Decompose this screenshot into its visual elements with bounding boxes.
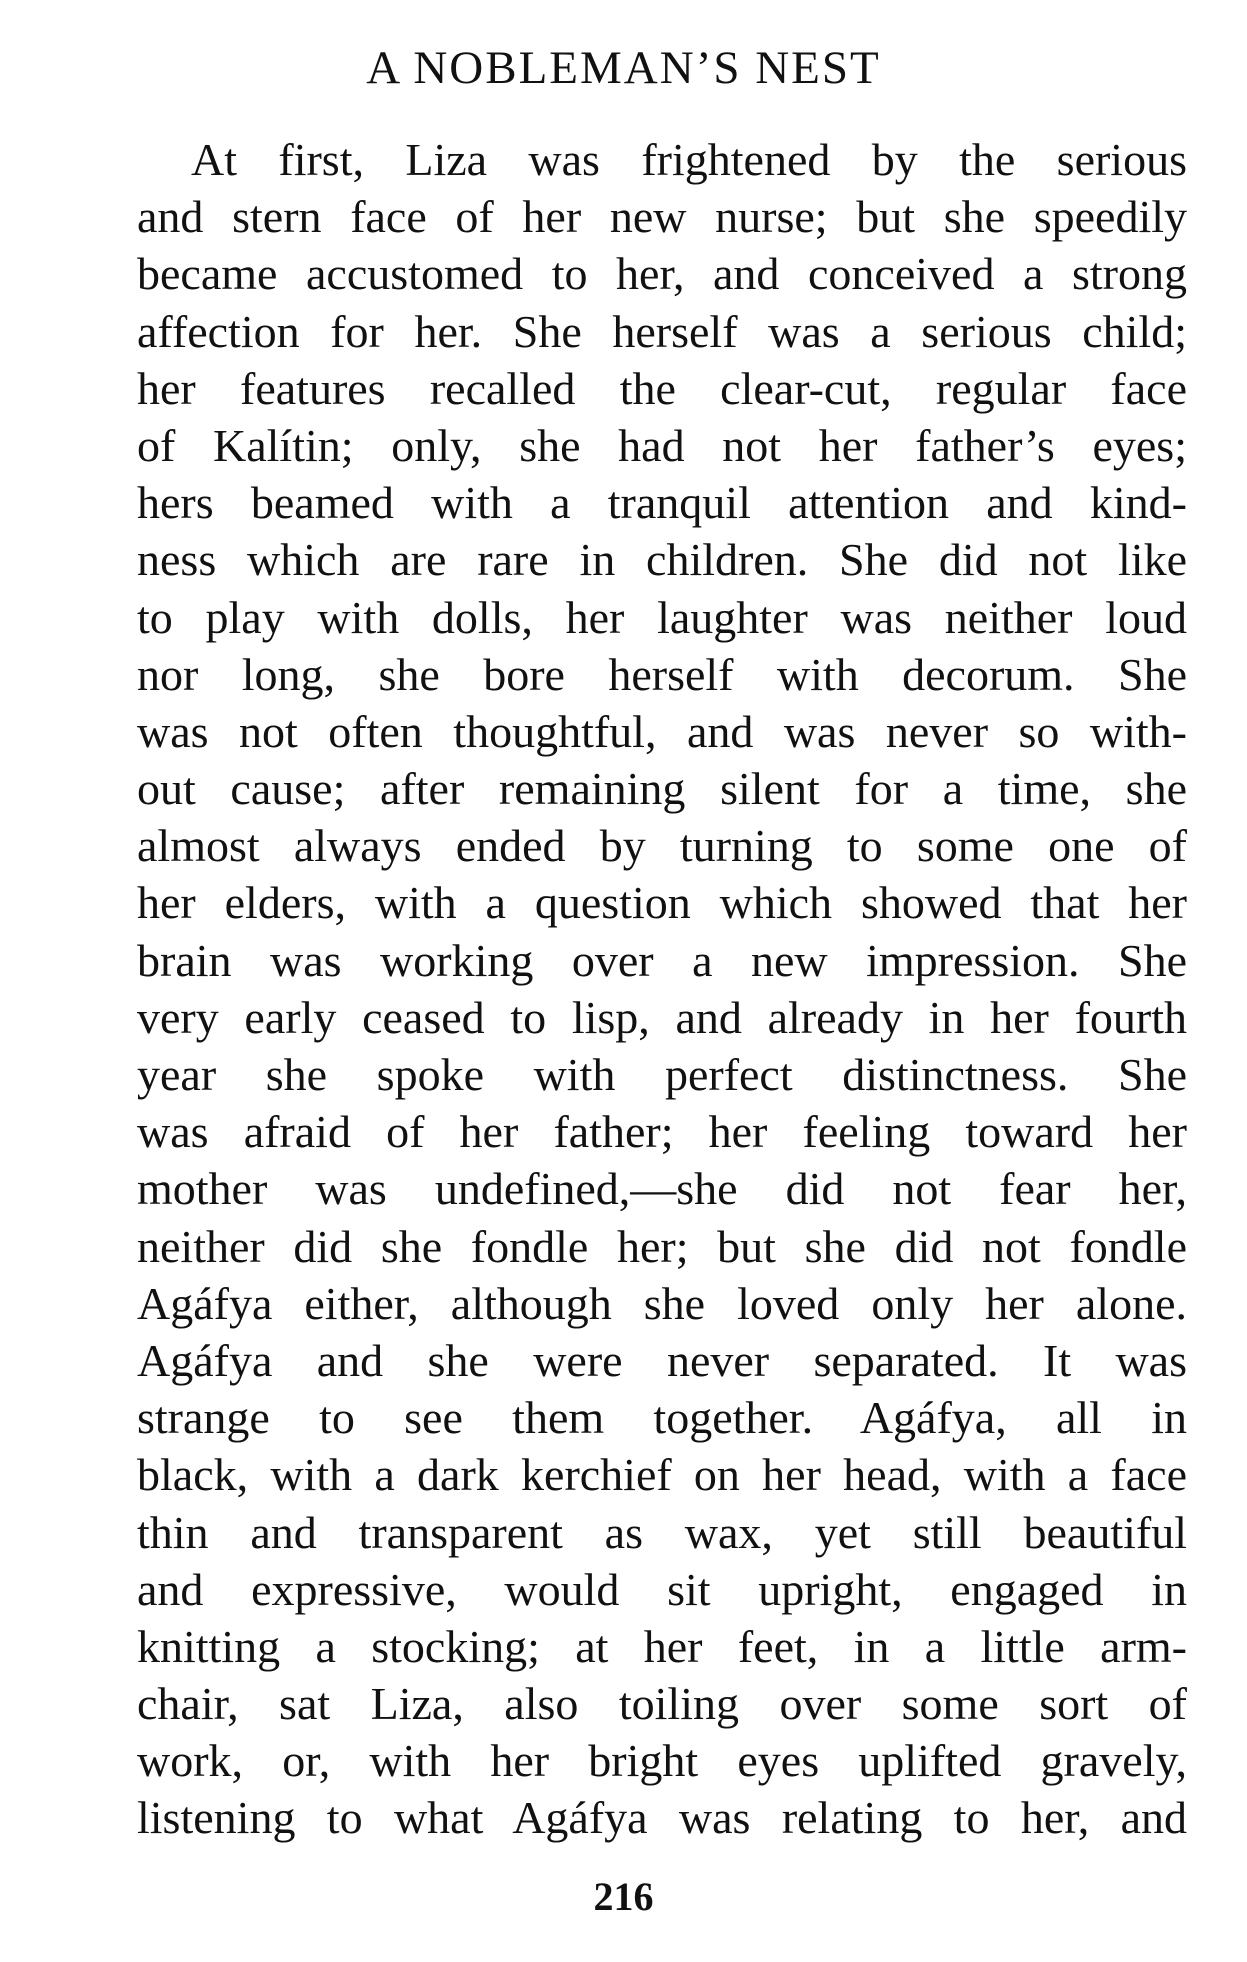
text-line: Agáfya and she were never separated. It was (137, 1334, 1187, 1386)
text-line: nor long, she bore herself with decorum. She (137, 648, 1187, 700)
text-line: very early ceased to lisp, and already in her fourth (137, 991, 1187, 1043)
text-line: to play with dolls, her laughter was neither loud (137, 591, 1187, 643)
text-line: became accustomed to her, and conceived a strong (137, 248, 1187, 300)
text-line: strange to see them together. Agáfya, all in (137, 1392, 1187, 1444)
text-line: was afraid of her father; her feeling toward her (137, 1106, 1187, 1158)
text-line: her features recalled the clear-cut, regular face (137, 362, 1187, 414)
text-line: neither did she fondle her; but she did not fondle (137, 1220, 1187, 1272)
text-line: affection for her. She herself was a serious child; (137, 305, 1187, 357)
text-line: At first, Liza was frightened by the serious (191, 134, 1187, 185)
body-paragraph (137, 131, 1187, 1847)
text-line: was not often thoughtful, and was never so with- (137, 705, 1187, 757)
text-line: and stern face of her new nurse; but she speedily (137, 191, 1187, 243)
text-line: listening to what Agáfya was relating to her, and (137, 1792, 1187, 1844)
text-line: ness which are rare in children. She did not like (137, 534, 1187, 586)
text-line: hers beamed with a tranquil attention and kind- (137, 477, 1187, 529)
text-line: and expressive, would sit upright, engaged in (137, 1563, 1187, 1615)
text-line: out cause; after remaining silent for a time, she (137, 763, 1187, 815)
text-line: thin and transparent as wax, yet still beautiful (137, 1506, 1187, 1558)
text-line: her elders, with a question which showed that her (137, 877, 1187, 929)
text-line: chair, sat Liza, also toiling over some sort of (137, 1678, 1187, 1730)
page-number: 216 (593, 1874, 654, 1919)
text-line: work, or, with her bright eyes uplifted gravely, (137, 1735, 1187, 1787)
text-line: mother was undefined,—she did not fear her, (137, 1163, 1187, 1215)
text-line: black, with a dark kerchief on her head, with a face (137, 1449, 1187, 1501)
text-line: knitting a stocking; at her feet, in a little arm- (137, 1620, 1187, 1672)
text-line: year she spoke with perfect distinctness. She (137, 1049, 1187, 1100)
text-line: brain was working over a new impression. She (137, 934, 1187, 986)
text-line: almost always ended by turning to some one of (137, 820, 1187, 872)
text-line: Agáfya either, although she loved only her alone. (137, 1277, 1187, 1329)
running-header: A NOBLEMAN’S NEST (366, 42, 881, 94)
text-line: of Kalítin; only, she had not her father’s eyes; (137, 419, 1187, 471)
